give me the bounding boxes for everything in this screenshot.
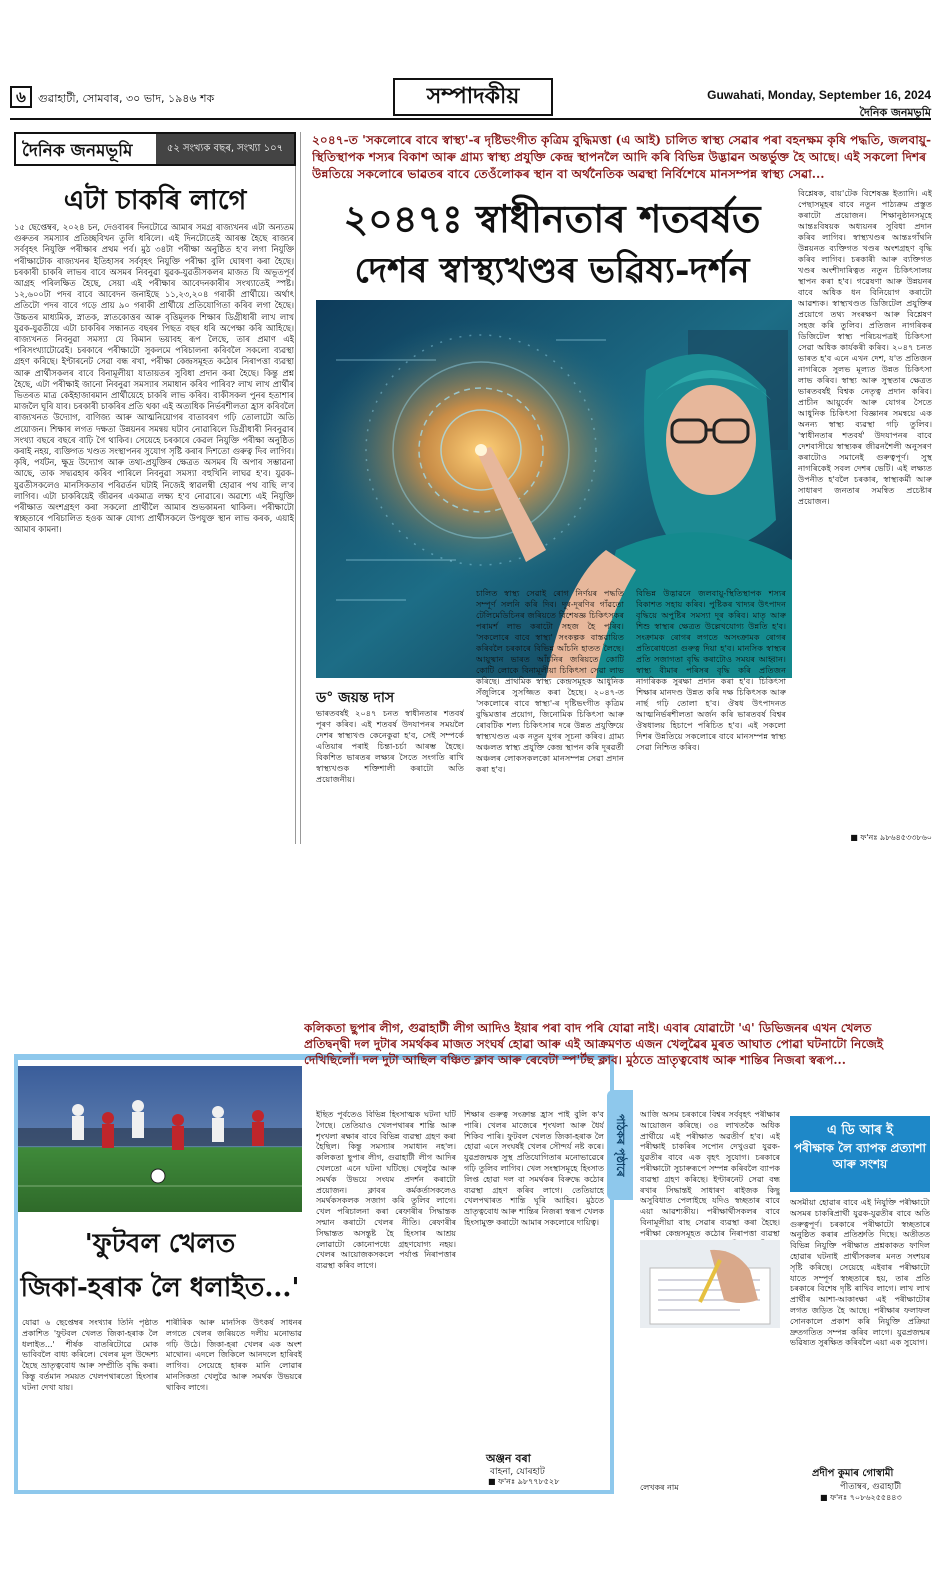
masthead-paper-name: দৈনিক জনমভূমি — [859, 106, 931, 119]
editorial-issue: ৫২ সংখ্যক বছৰ, সংখ্যা ১০৭ — [156, 134, 294, 164]
masthead — [0, 0, 945, 128]
feature-article — [312, 132, 932, 844]
football-place: বাহনা, যোৰহাট — [490, 1467, 545, 1477]
letter-1-photo — [640, 1240, 780, 1328]
date-assamese: গুৱাহাটী, সোমবাৰ, ৩০ ভাদ, ১৯৪৬ শক — [38, 92, 215, 105]
football-headline — [18, 1222, 302, 1310]
letter-2-author: প্ৰদীপ কুমাৰ গোস্বামী — [812, 1468, 894, 1479]
editorial-body: ১৫ ছেপ্তেম্বৰ, ২০২৪ চন, দেওবাৰৰ দিনটোৱে আমাৰ সমগ্ৰ ৰাজ্যখনৰ এটা অন্যতম গুৰুতৰ সমস্যাৰ প্ৰতিচ্ছবিখন তুলি ধৰিলে। এই দিনটোতেই আৰম্ভ হৈছে ৰাজ্যৰ সৰ্ববৃহৎ নিযুক্তি পৰীক্ষাৰ প্ৰথম পৰ্ব। মুঠ ৩৪টা পৰীক্ষা অনুষ্ঠিত হ'ব লগা নিযুক্তি পৰীক্ষাটোক ৰাজ্যখনৰ ইতিহাসৰ সৰ্ববৃহৎ নিযুক্তি পৰীক্ষা বুলি ঘোষণা কৰা হৈছে। চৰকাৰী চাকৰি লাভৰ বাবে অসমৰ নিবনুৱা যুৱক-যুৱতীসকলৰ মাজত যি অভূতপূৰ্ব আগ্ৰহ পৰিলক্ষিত হৈছে, সেয়া এই পৰীক্ষাৰ আবেদনকাৰীৰ সংখ্যাতেই স্পষ্ট। ১২,৬০০টা পদৰ বাবে আবেদন জনাইছে ১১,২৩,২০৪ গৰাকী প্ৰাৰ্থীয়ে। অৰ্থাৎ প্ৰতিটো পদৰ বাবে গড়ে প্ৰায় ৯০ গৰাকী প্ৰাৰ্থীয়ে প্ৰতিযোগিতা কৰিব লগা হৈছে। উচ্চতৰ মাধ্যমিক, স্নাতক, স্নাতকোত্তৰ আৰু বৃত্তিমূলক শিক্ষাৰ ডিগ্ৰীধাৰী লাখ লাখ যুৱক-যুৱতীয়ে এটা চাকৰিৰ সন্ধানত বছৰৰ পিছত বছৰ ধৰি অপেক্ষা কৰি আহিছে। ৰাজ্যখনত নিবনুৱা সমস্যা যে কিমান ভয়াবহ ৰূপ লৈছে, তাৰ প্ৰমাণ এই পৰিসংখ্যাটোৱেই। চৰকাৰে পৰীক্ষাটো সুকলমে পৰিচালনা কৰিবলৈ সকলো ব্যৱস্থা গ্ৰহণ কৰিছে। ইণ্টাৰনেট সেৱা বন্ধ ৰখা, পৰীক্ষা কেন্দ্ৰসমূহত কঠোৰ নিৰাপত্তা ব্যৱস্থা আৰু প্ৰাৰ্থীসকলৰ বাবে বিনামূলীয়া যাতায়তৰ সুবিধা প্ৰদান কৰা হৈছে। কিন্তু প্ৰশ্ন হৈছে, এটা পৰীক্ষাই জানো নিবনুৱা সমস্যাৰ সমাধান কৰিব পাৰিব? লাখ লাখ প্ৰাৰ্থীৰ ভিতৰত মাত্ৰ কেইহাজাৰমান প্ৰাৰ্থীয়েহে চাকৰি লাভ কৰিব। বাকীসকল পুনৰ হতাশাৰ মাজলৈ ঘূৰি যাব। চৰকাৰী চাকৰিৰ প্ৰতি থকা এই অত্যধিক নিৰ্ভৰশীলতা হ্ৰাস কৰিবলৈ ৰাজ্যখনত উদ্যোগ, বাণিজ্য আৰু আত্মনিয়োগৰ বাতাবৰণ গঢ়ি তোলাটো অতি প্ৰয়োজন। শিক্ষাৰ লগত দক্ষতা উন্নয়নৰ সমন্বয় ঘটাব নোৱাৰিলে ডিগ্ৰীধাৰী নিবনুৱাৰ সংখ্যা বছৰে বছৰে বাঢ়ি গৈ থাকিব। সেয়েহে চৰকাৰে কেৱল নিযুক্তি পৰীক্ষা অনুষ্ঠিত কৰাই নহয়, ব্যক্তিগত খণ্ডত সংস্থাপনৰ সুযোগ সৃষ্টি কৰাৰ দিশতো গুৰুত্ব দিব লাগিব। কৃষি, পৰ্যটন, ক্ষুদ্ৰ উদ্যোগ আৰু তথ্য-প্ৰযুক্তিৰ ক্ষেত্ৰত অসমৰ যি অপাৰ সম্ভাৱনা আছে, তাক সদ্ব্যৱহাৰ কৰিব পাৰিলে নিবনুৱা সমস্যা বহুখিনি লাঘৱ হ'ব। যুৱক-যুৱতীসকলেও মানসিকতাৰ পৰিৱৰ্তন ঘটাই নিজেই স্বাৱলম্বী হোৱাৰ পথ বাছি ল'ব লাগিব। এটা চাকৰিয়েই জীৱনৰ একমাত্ৰ লক্ষ্য হ'ব নোৱাৰে। অৱশ্যে এই নিযুক্তি পৰীক্ষাত অংশগ্ৰহণ কৰা সকলো প্ৰাৰ্থীলৈ আমাৰ শুভকামনা থাকিল। পৰীক্ষাটো স্বচ্ছতাৰে পৰিচালিত হওক আৰু যোগ্য প্ৰাৰ্থীসকলে উপযুক্ত স্থান লাভ কৰক, এয়াই আমাৰ কামনা। — [14, 222, 294, 535]
letter-2-phone: ■ ফ'নঃ ৭০৮৬২৫৫৪৪৩ — [820, 1493, 902, 1502]
masthead-rule — [10, 118, 931, 120]
feature-column-2: চালিত স্বাস্থ্য সেৱাই ৰোগ নিৰ্ণয়ৰ পদ্ধতি সম্পূৰ্ণ সলনি কৰি দিব। দূৰ-দূৰণিৰ গাঁৱতো টেলিমেডিচিনৰ জৰিয়তে বিশেষজ্ঞ চিকিৎসকৰ পৰামৰ্শ লাভ কৰাটো সহজ হৈ পৰিব। 'সকলোৰে বাবে স্বাস্থ্য' সংকল্পক বাস্তৱায়িত কৰিবলৈ চৰকাৰে বিভিন্ন আঁচনি হাতত লৈছে। আয়ুষ্মান ভাৰত আঁচনিৰ জৰিয়তে কোটি কোটি লোকে বিনামূলীয়া চিকিৎসা সেৱা লাভ কৰিছে। প্ৰাথমিক স্বাস্থ্য কেন্দ্ৰসমূহক আধুনিক সঁজুলিৰে সুসজ্জিত কৰা হৈছে। ২০৪৭-ত 'সকলোৰে বাবে স্বাস্থ্য'-ৰ দৃষ্টিভংগীত কৃত্ৰিম বুদ্ধিমত্তাৰ প্ৰয়োগ, জিনোমিক চিকিৎসা আৰু ৰোবটিক শল্য চিকিৎসাৰ দৰে উন্নত প্ৰযুক্তিয়ে স্বাস্থ্যখণ্ডত এক নতুন যুগৰ সূচনা কৰিব। গ্ৰাম্য অঞ্চলত স্বাস্থ্য প্ৰযুক্তি কেন্দ্ৰ স্থাপন কৰি দূৰৱৰ্তী অঞ্চলৰ লোকসকলকো মানসম্পন্ন সেৱা প্ৰদান কৰা হ'ব। — [476, 588, 624, 774]
editorial-paper-name: দৈনিক জনমভূমি — [22, 141, 133, 161]
date-english: Guwahati, Monday, September 16, 2024 — [707, 88, 931, 102]
letter-2-body: অসমীয়া হোৱাৰ বাবে এই নিযুক্তি পৰীক্ষাটো অসমৰ চাকৰিপ্ৰাৰ্থী যুৱক-যুৱতীৰ বাবে অতি গুৰুত্বপূৰ্ণ। চৰকাৰে পৰীক্ষাটো স্বচ্ছতাৰে অনুষ্ঠিত কৰাৰ প্ৰতিশ্ৰুতি দিছে। অতীতত বিভিন্ন নিযুক্তি পৰীক্ষাত প্ৰশ্নকাকত ফাদিল হোৱাৰ ঘটনাই প্ৰাৰ্থীসকলৰ মনত সংশয়ৰ সৃষ্টি কৰিছে। সেয়েহে এইবাৰ পৰীক্ষাটো যাতে সম্পূৰ্ণ স্বচ্ছতাৰে হয়, তাৰ প্ৰতি চৰকাৰে বিশেষ দৃষ্টি ৰাখিব লাগে। লাখ লাখ প্ৰাৰ্থীৰ আশা-আকাংক্ষা এই পৰীক্ষাটোৰ লগত জড়িত হৈ আছে। পৰীক্ষাৰ ফলাফল সোনকালে প্ৰকাশ কৰি নিযুক্তি প্ৰক্ৰিয়া দ্ৰুতগতিত সম্পন্ন কৰিব লাগে। যুৱপ্ৰজন্মৰ ভৱিষ্যত সুৰক্ষিত কৰিবলৈ এয়া এক সুযোগ। — [790, 1198, 930, 1348]
letter-2-title-line1: এ ডি আৰ ই — [826, 1123, 893, 1138]
football-column-1: যোৱা ৬ ছেপ্তেম্বৰ সংখ্যাৰ তিনি পৃষ্ঠাত প্ৰকাশিত 'ফুটবল খেলত জিকা-হৰাক লৈ ধলাইত...' শীৰ্ষক বাতৰিটোৱে মোক ভাবিবলৈ বাধ্য কৰিলে। খেলৰ মূল উদ্দেশ্য হৈছে ভ্ৰাতৃত্ববোধ আৰু সম্প্ৰীতি বৃদ্ধি কৰা। কিন্তু বৰ্তমান সময়ত খেলপথাৰতো হিংসাৰ ঘটনা দেখা যায়। — [22, 1318, 158, 1392]
letter-2-title-box — [790, 1116, 930, 1192]
feature-right-column: বিশ্লেষক, বায়'টেক বিশেষজ্ঞ ইত্যাদি। এই পেছাসমূহৰ বাবে নতুন পাঠ্যক্ৰম প্ৰস্তুত কৰাটো প্ৰয়োজন। শিক্ষানুষ্ঠানসমূহে আন্তঃবিষয়ক অধ্যয়নৰ সুবিধা প্ৰদান কৰিব লাগিব। স্বাস্থ্যখণ্ডৰ আন্তঃগাঁথনি উন্নয়নত ব্যক্তিগত খণ্ডৰ অংশগ্ৰহণ বৃদ্ধি কৰিব লাগিব। চৰকাৰী আৰু ব্যক্তিগত খণ্ডৰ অংশীদাৰিত্বত নতুন চিকিৎসালয় স্থাপন কৰা হ'ব। গৱেষণা আৰু উন্নয়নৰ বাবে অধিক ধন বিনিয়োগ কৰাটো আৱশ্যক। স্বাস্থ্যখণ্ডত ডিজিটেল প্ৰযুক্তিৰ প্ৰয়োগে তথ্য সংৰক্ষণ আৰু বিশ্লেষণ সহজ কৰি তুলিব। প্ৰতিজন নাগৰিকৰ ডিজিটেল স্বাস্থ্য পৰিচয়পত্ৰই চিকিৎসা সেৱা অধিক কাৰ্যকৰী কৰিব। ২০৪৭ চনত ভাৰত হ'ব এনে এখন দেশ, য'ত প্ৰতিজন নাগৰিকে সুলভ মূল্যত উন্নত চিকিৎসা লাভ কৰিব। স্বাস্থ্য আৰু সুস্থতাৰ ক্ষেত্ৰত ভাৰতবৰ্ষই বিশ্বক নেতৃত্ব প্ৰদান কৰিব। প্ৰাচীন আয়ুৰ্বেদ আৰু যোগৰ সৈতে আধুনিক চিকিৎসা বিজ্ঞানৰ সমন্বয়ে এক অনন্য স্বাস্থ্য ব্যৱস্থা গঢ়ি তুলিব। 'স্বাধীনতাৰ শতবৰ্ষ' উদযাপনৰ বাবে দেশবাসীয়ে স্বাস্থ্যকৰ জীৱনশৈলী অনুসৰণ কৰাটোও সমানেই গুৰুত্বপূৰ্ণ। সুস্থ নাগৰিকেই সবল দেশৰ ভেটি। এই লক্ষ্যত উপনীত হ'বলৈ চৰকাৰ, স্বাস্থ্যকৰ্মী আৰু সাধাৰণ জনতাৰ সমন্বিত প্ৰচেষ্টাৰ প্ৰয়োজন। — [798, 188, 932, 506]
football-column-4: শিক্ষাৰ গুৰুত্ব সংক্ৰান্ত হ্ৰাস পাই বুলি ক'ব পাৰি। খেলৰ মাজেৰে শৃংখলা আৰু ধৈৰ্য শিকিব পাৰি। ফুটবল খেলত জিকা-হৰাক লৈ হোৱা এনে সংঘৰ্ষই খেলৰ সৌন্দৰ্য নষ্ট কৰে। যুৱপ্ৰজন্মক সুস্থ প্ৰতিযোগিতাৰ মনোভাৱেৰে গঢ়ি তুলিব লাগিব। খেল সংস্থাসমূহে হিংসাত লিপ্ত হোৱা দল বা সমৰ্থকৰ বিৰুদ্ধে কঠোৰ ব্যৱস্থা গ্ৰহণ কৰিব লাগে। তেতিয়াহে খেলপথাৰত শান্তি ঘূৰি আহিব। মুঠতে ভ্ৰাতৃত্ববোধ আৰু শান্তিৰ নিজৰা স্বৰূপ খেলক হিংসামুক্ত কৰাটো আমাৰ সকলোৰে দায়িত্ব। — [464, 1110, 604, 1227]
letter-1-body: আজি অসম চৰকাৰে বিশ্বৰ সৰ্ববৃহৎ পৰীক্ষাৰ আয়োজন কৰিছে। ৩৪ লাখতকৈ অধিক প্ৰাৰ্থীয়ে এই পৰীক্ষাত অৱতীৰ্ণ হ'ব। এই পৰীক্ষাই চাকৰিৰ সপোন দেখুওৱা যুৱক-যুৱতীৰ বাবে এক বৃহৎ সুযোগ। চৰকাৰে পৰীক্ষাটো সুচাৰুৰূপে সম্পন্ন কৰিবলৈ ব্যাপক ব্যৱস্থা গ্ৰহণ কৰিছে। ইণ্টাৰনেট সেৱা বন্ধ ৰখাৰ সিদ্ধান্তই সাধাৰণ ৰাইজক কিছু অসুবিধাত পেলাইছে যদিও স্বচ্ছতাৰ বাবে এয়া আৱশ্যকীয়। পৰীক্ষাৰ্থীসকলৰ বাবে বিনামূলীয়া বাছ সেৱাৰ ব্যৱস্থা কৰা হৈছে। পৰীক্ষা কেন্দ্ৰসমূহত কঠোৰ নিৰাপত্তা ব্যৱস্থা — [640, 1110, 780, 1238]
feature-intro: ২০৪৭-ত 'সকলোৰে বাবে স্বাস্থ্য'-ৰ দৃষ্টিভংগীত কৃত্ৰিম বুদ্ধিমত্তা (এ আই) চালিত স্বাস্থ্য সেৱাৰ পৰা বহনক্ষম কৃষি পদ্ধতি, জলবায়ু-স্থিতিস্থাপক শস্যৰ বিকাশ আৰু গ্ৰাম্য স্বাস্থ্য প্ৰযুক্তি কেন্দ্ৰ স্থাপনলৈ আদি কৰি বিভিন্ন উদ্ভাৱন অন্তৰ্ভুক্ত হৈ আছে। এই সকলো দিশৰ উন্নতিয়ে সকলোৰে ভাৱতৰ বাবে তেওঁলোকৰ স্থান বা অৰ্থনৈতিক অৱস্থা নিৰ্বিশেষে মানসম্পন্ন স্বাস্থ্য সেৱা... — [312, 133, 932, 181]
column-divider — [300, 132, 301, 844]
editorial-column — [14, 132, 296, 844]
page-number: ৬ — [10, 86, 32, 108]
football-column-2: শাৰীৰিক আৰু মানসিক উৎকৰ্ষ সাধনৰ লগতে খেলৰ জৰিয়তে দলীয় মনোভাৱ গঢ়ি উঠে। জিকা-হৰা খেলৰ এক অংশ মাথোন। এদলে জিকিলে আনদলে হাৰিবই লাগিব। সেয়েহে হাৰক মানি লোৱাৰ মানসিকতা খেলুৱৈ আৰু সমৰ্থক উভয়ৰে থাকিব লাগে। — [166, 1318, 302, 1392]
feature-headline-line1: ২০৪৭ঃ স্বাধীনতাৰ শতবৰ্ষত — [343, 196, 761, 241]
letter-2-title-line2: পৰীক্ষাক লৈ ব্যাপক প্ৰত্যাশা আৰু সংশয় — [794, 1141, 926, 1171]
feature-column-3: বিভিন্ন উদ্ভাৱনে জলবায়ু-স্থিতিস্থাপক শস্যৰ বিকাশত সহায় কৰিব। পুষ্টিকৰ খাদ্যৰ উৎপাদন বৃদ্ধিয়ে অপুষ্টিৰ সমস্যা দূৰ কৰিব। মাতৃ আৰু শিশু স্বাস্থ্যৰ ক্ষেত্ৰত উল্লেখযোগ্য উন্নতি হ'ব। সংক্ৰামক ৰোগৰ লগতে অসংক্ৰামক ৰোগৰ প্ৰতিৰোধতো গুৰুত্ব দিয়া হ'ব। মানসিক স্বাস্থ্যৰ প্ৰতি সজাগতা বৃদ্ধি কৰাটোও সময়ৰ আহ্বান। স্বাস্থ্য বীমাৰ পৰিসৰ বৃদ্ধি কৰি প্ৰতিজন নাগৰিকক সুৰক্ষা প্ৰদান কৰা হ'ব। চিকিৎসা শিক্ষাৰ মানদণ্ড উন্নত কৰি দক্ষ চিকিৎসক আৰু নাৰ্ছ গঢ়ি তোলা হ'ব। ঔষধ উৎপাদনত আত্মনিৰ্ভৰশীলতা অৰ্জন কৰি ভাৰতবৰ্ষ বিশ্বৰ ঔষধালয় হিচাপে পৰিচিত হ'ব। এই সকলো দিশৰ উন্নতিয়ে সকলোৰে বাবে মানসম্পন্ন স্বাস্থ্য সেৱা নিশ্চিত কৰিব। — [636, 588, 786, 752]
feature-headline-line2: দেশৰ স্বাস্থ্যখণ্ডৰ ভৱিষ্য-দৰ্শন — [354, 250, 750, 291]
letter-1-author: লেখকৰ নাম — [640, 1483, 679, 1492]
football-column-3: ইছিত পূৰ্বতেও বিভিন্ন হিংসাত্মক ঘটনা ঘটি গৈছে। তেতিয়াও খেলপথাৰৰ শান্তি আৰু শৃংখলা ৰক্ষাৰ বাবে বিভিন্ন ব্যৱস্থা গ্ৰহণ কৰা হৈছিল। কিন্তু সমস্যাৰ সমাধান নহ'ল। কলিকতা ছুপাৰ লীগ, গুৱাহাটী লীগ আদিৰ খেলতো এনে ঘটনা ঘটিছে। খেলুৱৈ আৰু সমৰ্থক উভয়ে সংযম প্ৰদৰ্শন কৰাটো প্ৰয়োজন। ক্লাবৰ কৰ্মকৰ্তাসকলেও সমৰ্থকসকলক সজাগ কৰি তুলিব লাগে। খেল পৰিচালনা কৰা ৰেফাৰীৰ সিদ্ধান্তক সন্মান কৰাটো খেলৰ নীতি। ৰেফাৰীৰ সিদ্ধান্তত অসন্তুষ্ট হৈ হিংসাৰ আশ্ৰয় লোৱাটো কোনোপধ্যে গ্ৰহণযোগ্য নহয়। খেলৰ আয়োজকসকলে পৰ্যাপ্ত নিৰাপত্তাৰ ব্যৱস্থা কৰিব লাগে। — [316, 1110, 456, 1271]
letter-2-place: পীতাম্বৰ, গুৱাহাটী — [840, 1482, 902, 1492]
section-title: সম্পাদকীয় — [393, 78, 553, 116]
football-headline-line2: জিকা-হৰাক লৈ ধলাইত...' — [20, 1273, 300, 1303]
football-phone: ■ ফ'নঃ ৯৮৭৭৮৫২৮ — [488, 1477, 560, 1486]
football-photo — [18, 1066, 302, 1212]
feature-author: ড° জয়ন্ত দাস — [316, 690, 395, 706]
feature-phone: ■ ফ'নঃ ৯৮৬৪৫৩৩৮৬০ — [850, 833, 932, 842]
football-author: অঞ্জন বৰা — [486, 1452, 531, 1465]
football-headline-line1: 'ফুটবল খেলত — [84, 1229, 236, 1259]
exam-writing-illustration — [640, 1240, 780, 1328]
feature-headline — [312, 192, 792, 296]
football-photo-illustration — [18, 1066, 302, 1212]
football-intro: কলিকতা ছুপাৰ লীগ, গুৱাহাটী লীগ আদিও ইয়াৰ পৰা বাদ পৰি যোৱা নাই। এবাৰ যোৱাটো 'এ' ডিভিজনৰ এখন খেলত প্ৰতিদ্বন্দ্বী দল দুটাৰ সমৰ্থকৰ মাজত সংঘৰ্ষ হোৱা আৰু এই আক্ৰমণত এজন খেলুৱৈৰ মুৰত আঘাত পোৱা ঘটনাটো নিজেই দেখিছিলোঁ। দল দুটা আছিল বঞ্চিত ক্লাব আৰু ৰেবেটা স্প'ৰ্টছ ক্লাব। মুঠতে ভ্ৰাতৃত্ববোধ আৰু শান্তিৰ নিজৰা স্বৰূপ... — [304, 1021, 884, 1067]
editorial-title: এটা চাকৰি লাগে — [63, 185, 247, 216]
feature-column-1: ভাৰতবৰ্ষই ২০৪৭ চনত স্বাধীনতাৰ শতবৰ্ষ পূৰণ কৰিব। এই শতবৰ্ষ উদযাপনৰ সময়লৈ দেশৰ স্বাস্থ্যখণ্ড কেনেকুৱা হ'ব, সেই সম্পৰ্কে এতিয়াৰ পৰাই চিন্তা-চৰ্চা আৰম্ভ হৈছে। বিকশিত ভাৰতৰ লক্ষ্যৰ সৈতে সংগতি ৰাখি স্বাস্থ্যখণ্ডক শক্তিশালী কৰাটো অতি প্ৰয়োজনীয়। — [316, 708, 464, 784]
editorial-paper-header — [14, 132, 296, 166]
letters-section-tab: পাঠকৰ পৃষ্ঠাৰে — [607, 1090, 633, 1200]
